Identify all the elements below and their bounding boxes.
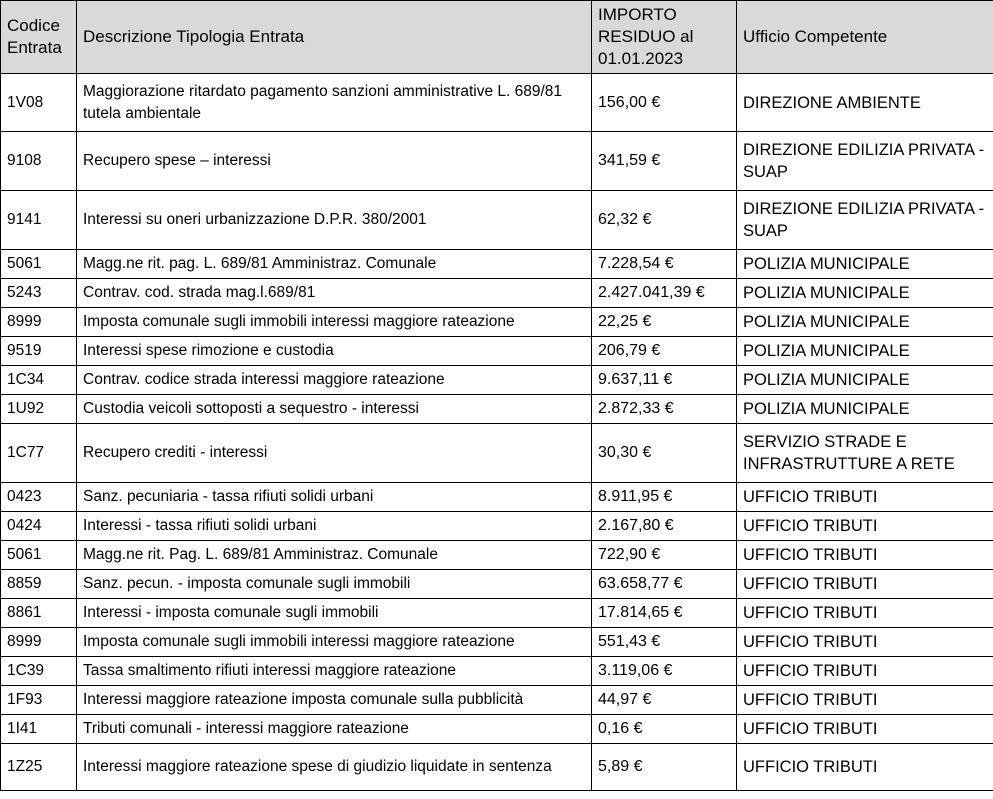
table-row	[1, 483, 993, 512]
cell-importo: 5,89 €	[592, 744, 737, 791]
cell-importo: 8.911,95 €	[592, 483, 737, 512]
table-row	[1, 191, 993, 250]
cell-descrizione: Magg.ne rit. pag. L. 689/81 Amministraz. Comunale	[77, 250, 592, 279]
cell-descrizione: Contrav. cod. strada mag.l.689/81	[77, 279, 592, 308]
cell-codice: 1C34	[1, 366, 77, 395]
cell-codice: 1V08	[1, 74, 77, 132]
header-codice: Codice Entrata	[1, 1, 77, 74]
cell-importo: 44,97 €	[592, 686, 737, 715]
cell-descrizione: Interessi maggiore rateazione imposta comunale sulla pubblicità	[77, 686, 592, 715]
cell-descrizione: Sanz. pecuniaria - tassa rifiuti solidi urbani	[77, 483, 592, 512]
cell-descrizione: Maggiorazione ritardato pagamento sanzioni amministrative L. 689/81 tutela ambientale	[77, 74, 592, 132]
cell-descrizione: Recupero crediti - interessi	[77, 424, 592, 483]
cell-codice: 0424	[1, 512, 77, 541]
table-row	[1, 74, 993, 132]
cell-importo: 2.872,33 €	[592, 395, 737, 424]
table-row	[1, 570, 993, 599]
cell-descrizione: Interessi spese rimozione e custodia	[77, 337, 592, 366]
table-row	[1, 715, 993, 744]
cell-codice: 1I41	[1, 715, 77, 744]
table-row	[1, 308, 993, 337]
header-descrizione: Descrizione Tipologia Entrata	[77, 1, 592, 74]
cell-codice: 5061	[1, 250, 77, 279]
table-row	[1, 337, 993, 366]
table-row	[1, 541, 993, 570]
header-ufficio: Ufficio Competente	[737, 1, 993, 74]
cell-codice: 1F93	[1, 686, 77, 715]
cell-descrizione: Tributi comunali - interessi maggiore rateazione	[77, 715, 592, 744]
table-header	[1, 1, 993, 74]
cell-ufficio: UFFICIO TRIBUTI	[737, 541, 993, 570]
table-row	[1, 366, 993, 395]
cell-codice: 8861	[1, 599, 77, 628]
cell-ufficio: UFFICIO TRIBUTI	[737, 686, 993, 715]
cell-codice: 9141	[1, 191, 77, 250]
cell-importo: 7.228,54 €	[592, 250, 737, 279]
cell-codice: 9108	[1, 132, 77, 191]
cell-descrizione: Magg.ne rit. Pag. L. 689/81 Amministraz. Comunale	[77, 541, 592, 570]
cell-ufficio: DIREZIONE EDILIZIA PRIVATA - SUAP	[737, 191, 993, 250]
cell-codice: 8859	[1, 570, 77, 599]
cell-ufficio: UFFICIO TRIBUTI	[737, 599, 993, 628]
cell-ufficio: POLIZIA MUNICIPALE	[737, 337, 993, 366]
cell-descrizione: Interessi su oneri urbanizzazione D.P.R. 380/2001	[77, 191, 592, 250]
cell-descrizione: Interessi - tassa rifiuti solidi urbani	[77, 512, 592, 541]
cell-descrizione: Imposta comunale sugli immobili interessi maggiore rateazione	[77, 308, 592, 337]
header-row	[1, 1, 993, 74]
cell-codice: 9519	[1, 337, 77, 366]
cell-codice: 0423	[1, 483, 77, 512]
cell-importo: 3.119,06 €	[592, 657, 737, 686]
cell-ufficio: POLIZIA MUNICIPALE	[737, 366, 993, 395]
cell-importo: 156,00 €	[592, 74, 737, 132]
cell-ufficio: DIREZIONE EDILIZIA PRIVATA - SUAP	[737, 132, 993, 191]
table-row	[1, 512, 993, 541]
table-row	[1, 424, 993, 483]
cell-codice: 1C77	[1, 424, 77, 483]
table-row	[1, 657, 993, 686]
cell-codice: 1C39	[1, 657, 77, 686]
cell-importo: 551,43 €	[592, 628, 737, 657]
cell-codice: 1U92	[1, 395, 77, 424]
cell-codice: 5061	[1, 541, 77, 570]
cell-ufficio: POLIZIA MUNICIPALE	[737, 279, 993, 308]
cell-ufficio: DIREZIONE AMBIENTE	[737, 74, 993, 132]
table-row	[1, 395, 993, 424]
cell-importo: 17.814,65 €	[592, 599, 737, 628]
cell-descrizione: Interessi - imposta comunale sugli immobili	[77, 599, 592, 628]
cell-importo: 30,30 €	[592, 424, 737, 483]
cell-ufficio: UFFICIO TRIBUTI	[737, 628, 993, 657]
table-row	[1, 599, 993, 628]
cell-descrizione: Sanz. pecun. - imposta comunale sugli immobili	[77, 570, 592, 599]
cell-ufficio: UFFICIO TRIBUTI	[737, 570, 993, 599]
cell-descrizione: Tassa smaltimento rifiuti interessi maggiore rateazione	[77, 657, 592, 686]
cell-importo: 2.167,80 €	[592, 512, 737, 541]
table-row	[1, 132, 993, 191]
cell-descrizione: Imposta comunale sugli immobili interessi maggiore rateazione	[77, 628, 592, 657]
cell-ufficio: POLIZIA MUNICIPALE	[737, 250, 993, 279]
table-row	[1, 628, 993, 657]
cell-importo: 22,25 €	[592, 308, 737, 337]
cell-descrizione: Interessi maggiore rateazione spese di giudizio liquidate in sentenza	[77, 744, 592, 791]
cell-descrizione: Contrav. codice strada interessi maggiore rateazione	[77, 366, 592, 395]
cell-descrizione: Recupero spese – interessi	[77, 132, 592, 191]
cell-ufficio: POLIZIA MUNICIPALE	[737, 395, 993, 424]
table-row	[1, 250, 993, 279]
cell-ufficio: POLIZIA MUNICIPALE	[737, 308, 993, 337]
table-row	[1, 279, 993, 308]
cell-importo: 722,90 €	[592, 541, 737, 570]
cell-importo: 206,79 €	[592, 337, 737, 366]
cell-descrizione: Custodia veicoli sottoposti a sequestro - interessi	[77, 395, 592, 424]
cell-ufficio: SERVIZIO STRADE E INFRASTRUTTURE A RETE	[737, 424, 993, 483]
cell-importo: 9.637,11 €	[592, 366, 737, 395]
cell-importo: 2.427.041,39 €	[592, 279, 737, 308]
cell-ufficio: UFFICIO TRIBUTI	[737, 715, 993, 744]
cell-codice: 5243	[1, 279, 77, 308]
header-importo: IMPORTO RESIDUO al 01.01.2023	[592, 1, 737, 74]
cell-codice: 8999	[1, 628, 77, 657]
cell-ufficio: UFFICIO TRIBUTI	[737, 512, 993, 541]
cell-importo: 341,59 €	[592, 132, 737, 191]
table-row	[1, 744, 993, 791]
table-body	[1, 74, 993, 791]
cell-codice: 8999	[1, 308, 77, 337]
cell-importo: 63.658,77 €	[592, 570, 737, 599]
cell-codice: 1Z25	[1, 744, 77, 791]
cell-ufficio: UFFICIO TRIBUTI	[737, 657, 993, 686]
table-row	[1, 686, 993, 715]
cell-ufficio: UFFICIO TRIBUTI	[737, 744, 993, 791]
cell-importo: 0,16 €	[592, 715, 737, 744]
cell-ufficio: UFFICIO TRIBUTI	[737, 483, 993, 512]
cell-importo: 62,32 €	[592, 191, 737, 250]
